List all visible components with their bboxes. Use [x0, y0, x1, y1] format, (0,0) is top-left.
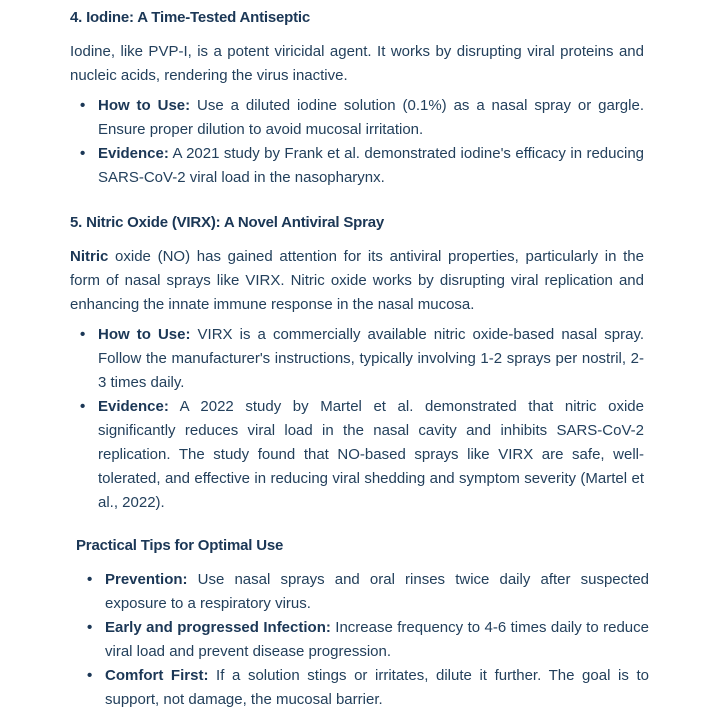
paragraph-lead-bold: Nitric — [70, 248, 109, 265]
list-item-label: How to Use: — [98, 97, 191, 114]
list-item — [80, 323, 644, 395]
section-heading: 5. Nitric Oxide (VIRX): A Novel Antiviral Spray — [70, 214, 385, 231]
section-paragraph — [70, 245, 644, 317]
bullet-icon: • — [80, 326, 86, 343]
list-item — [87, 568, 649, 616]
list-item — [87, 664, 649, 712]
bullet-icon: • — [87, 667, 93, 684]
list-item-text: A 2022 study by Martel et al. demonstrated that nitric oxide significantly reduces viral load in the nasal cavity and inhibits SARS-CoV-2 replication. The study found that NO-based sprays like VIRX are safe, well-tolerated, and effective in reducing viral shedding and symptom severity (Martel et al., 2022). — [98, 398, 644, 511]
bullet-list — [70, 94, 644, 190]
list-item-label: Evidence: — [98, 145, 169, 162]
bullet-list — [76, 568, 649, 712]
list-item-text: A 2021 study by Frank et al. demonstrated iodine's efficacy in reducing SARS-CoV-2 viral load in the nasopharynx. — [98, 145, 644, 186]
list-item-text: VIRX is a commercially available nitric oxide-based nasal spray. Follow the manufacturer's instructions, typically involving 1-2 sprays per nostril, 2-3 times daily. — [98, 326, 644, 391]
list-item-text: Increase frequency to 4-6 times daily to reduce viral load and prevent disease progression. — [105, 619, 649, 660]
section-iodine — [70, 7, 644, 190]
list-item-text: If a solution stings or irritates, dilute it further. The goal is to support, not damage, the mucosal barrier. — [105, 667, 649, 708]
bullet-icon: • — [80, 398, 86, 415]
list-item — [87, 616, 649, 664]
list-item-text: Use a diluted iodine solution (0.1%) as a nasal spray or gargle. Ensure proper dilution to avoid mucosal irritation. — [98, 97, 644, 138]
bullet-icon: • — [80, 97, 86, 114]
section-practical-tips — [76, 535, 649, 712]
list-item — [80, 395, 644, 515]
list-item-label: Evidence: — [98, 398, 169, 415]
section-paragraph — [70, 40, 644, 88]
bullet-icon: • — [80, 145, 86, 162]
paragraph-text: oxide (NO) has gained attention for its antiviral properties, particularly in the form of nasal sprays like VIRX. Nitric oxide works by disrupting viral replication and enhancing the innate immune response in the nasal mucosa. — [70, 248, 644, 313]
list-item — [80, 94, 644, 142]
bullet-list — [70, 323, 644, 515]
section-heading: Practical Tips for Optimal Use — [76, 537, 284, 554]
list-item-label: How to Use: — [98, 326, 191, 343]
list-item — [80, 142, 644, 190]
list-item-label: Early and progressed Infection: — [105, 619, 331, 636]
list-item-label: Prevention: — [105, 571, 188, 588]
list-item-label: Comfort First: — [105, 667, 209, 684]
list-item-text: Use nasal sprays and oral rinses twice daily after suspected exposure to a respiratory virus. — [105, 571, 649, 612]
document-body — [70, 7, 644, 515]
bullet-icon: • — [87, 619, 93, 636]
paragraph-text: Iodine, like PVP-I, is a potent viricidal agent. It works by disrupting viral proteins and nucleic acids, rendering the virus inactive. — [70, 43, 644, 84]
section-heading: 4. Iodine: A Time-Tested Antiseptic — [70, 9, 310, 26]
section-nitric-oxide — [70, 212, 644, 515]
bullet-icon: • — [87, 571, 93, 588]
